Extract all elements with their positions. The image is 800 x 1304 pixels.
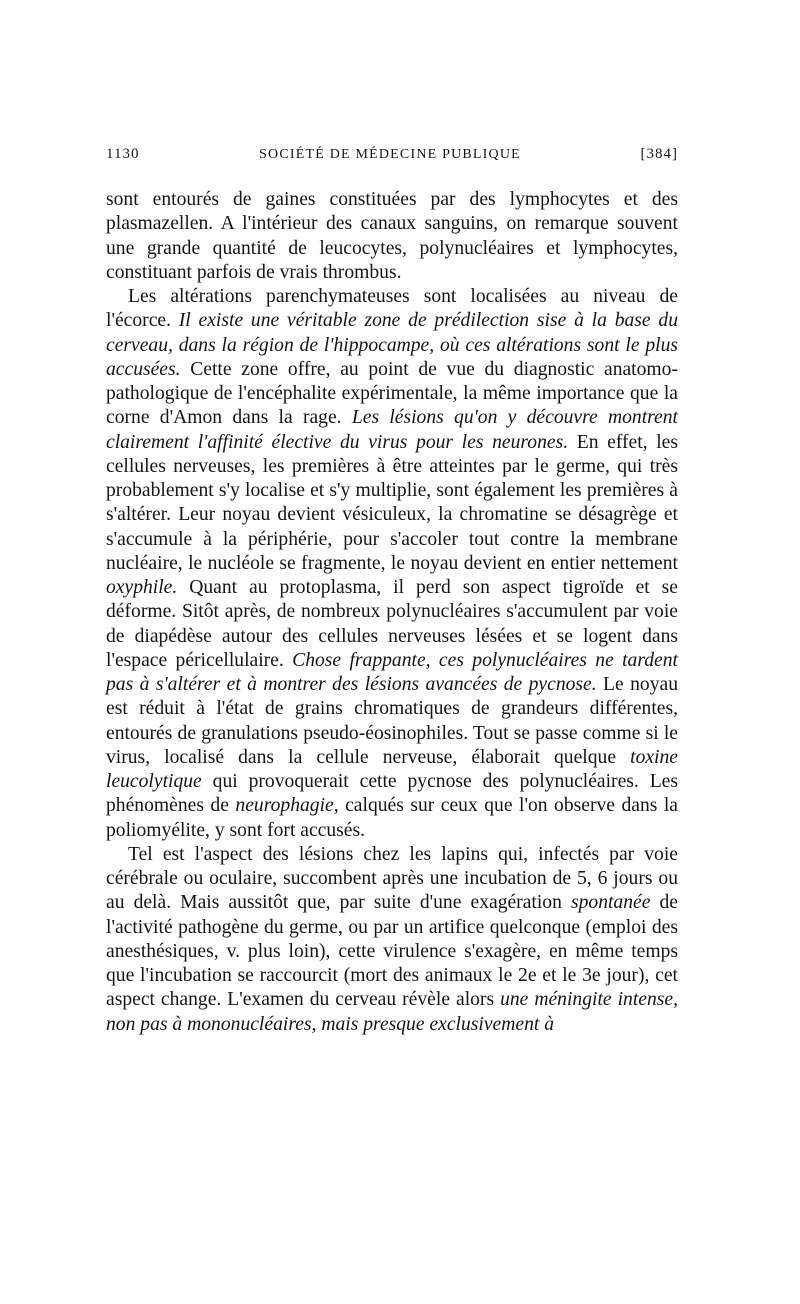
paragraph: [106, 188, 678, 285]
section-reference: [384]: [640, 146, 678, 162]
italic-text-segment: une méningite intense, non pas à mononucléaires, mais presque exclusivement à: [106, 989, 678, 1035]
text-segment: En effet, les cellules nerveuses, les premières à être atteintes par le germe, qui très probablement s'y localise et s'y multiplie, sont également les premières à s'altérer. Leur noyau devient vésiculeux, la chromatine se désagrège et s'accumule à la périphérie, pour s'accoler tout contre la membrane nucléaire, le nucléole se fragmente, le noyau devient en entier nettement: [106, 431, 678, 574]
running-title: SOCIÉTÉ DE MÉDECINE PUBLIQUE: [259, 147, 521, 162]
text-segment: de l'activité pathogène du germe, ou par un artifice quelconque (emploi des anesthésiques, v. plus loin), cette virulence s'exagère, en même temps que l'incubation se raccourcit (mort des animaux le 2e et le 3e jour), cet aspect change. L'examen du cerveau révèle alors: [106, 892, 678, 1011]
text-segment: Quant au protoplasma, il perd son aspect tigroïde et se déforme. Sitôt après, de nombreux polynucléaires s'accumulent par voie de diapédèse autour des cellules nerveuses lésées et se logent dans l'espace péricellulaire.: [106, 577, 678, 671]
running-header: [106, 146, 678, 168]
italic-text-segment: Chose frappante, ces polynucléaires ne tardent pas à s'altérer et à montrer des lésions avancées de pycnose.: [106, 649, 678, 695]
page-number: 1130: [106, 146, 140, 162]
italic-text-segment: oxyphile.: [106, 577, 178, 598]
text-segment: Les altérations parenchymateuses sont localisées au niveau de l'écorce.: [106, 286, 678, 332]
italic-text-segment: Les lésions qu'on y découvre montrent clairement l'affinité élective du virus pour les neurones.: [106, 407, 678, 453]
text-segment: Le noyau est réduit à l'état de grains chromatiques de grandeurs différentes, entourés de granulations pseudo-éosinophiles. Tout se passe comme si le virus, localisé dans la cellule nerveuse, élaborait quelque: [106, 674, 678, 768]
text-segment: sont entourés de gaines constituées par des lymphocytes et des plasmazellen. A l'intérieur des canaux sanguins, on remarque souvent une grande quantité de leucocytes, polynucléaires et lymphocytes, constituant parfois de vrais thrombus.: [106, 189, 678, 283]
italic-text-segment: toxine leucolytique: [106, 746, 678, 792]
text-segment: Tel est l'aspect des lésions chez les lapins qui, infectés par voie cérébrale ou oculaire, succombent après une incubation de 5, 6 jours ou au delà. Mais aussitôt que, par suite d'une exagération: [106, 843, 678, 914]
italic-text-segment: spontanée: [570, 892, 651, 914]
text-segment: calqués sur ceux que l'on observe dans la poliomyélite, y sont fort accusés.: [106, 795, 678, 841]
italic-text-segment: Il existe une véritable zone de prédilection sise à la base du cerveau, dans la région de l'hippocampe, où ces altérations sont le plus accusées.: [106, 310, 678, 380]
paragraph: [106, 285, 678, 843]
paragraph: [106, 843, 678, 1037]
text-segment: Cette zone offre, au point de vue du diagnostic anatomo-pathologique de l'encéphalite expérimentale, la même importance que la corne d'Amon dans la rage.: [106, 358, 678, 429]
italic-text-segment: neurophagie,: [235, 795, 339, 817]
book-page: [106, 146, 678, 1037]
text-segment: qui provoquerait cette pycnose des polynucléaires. Les phénomènes de: [106, 771, 678, 817]
